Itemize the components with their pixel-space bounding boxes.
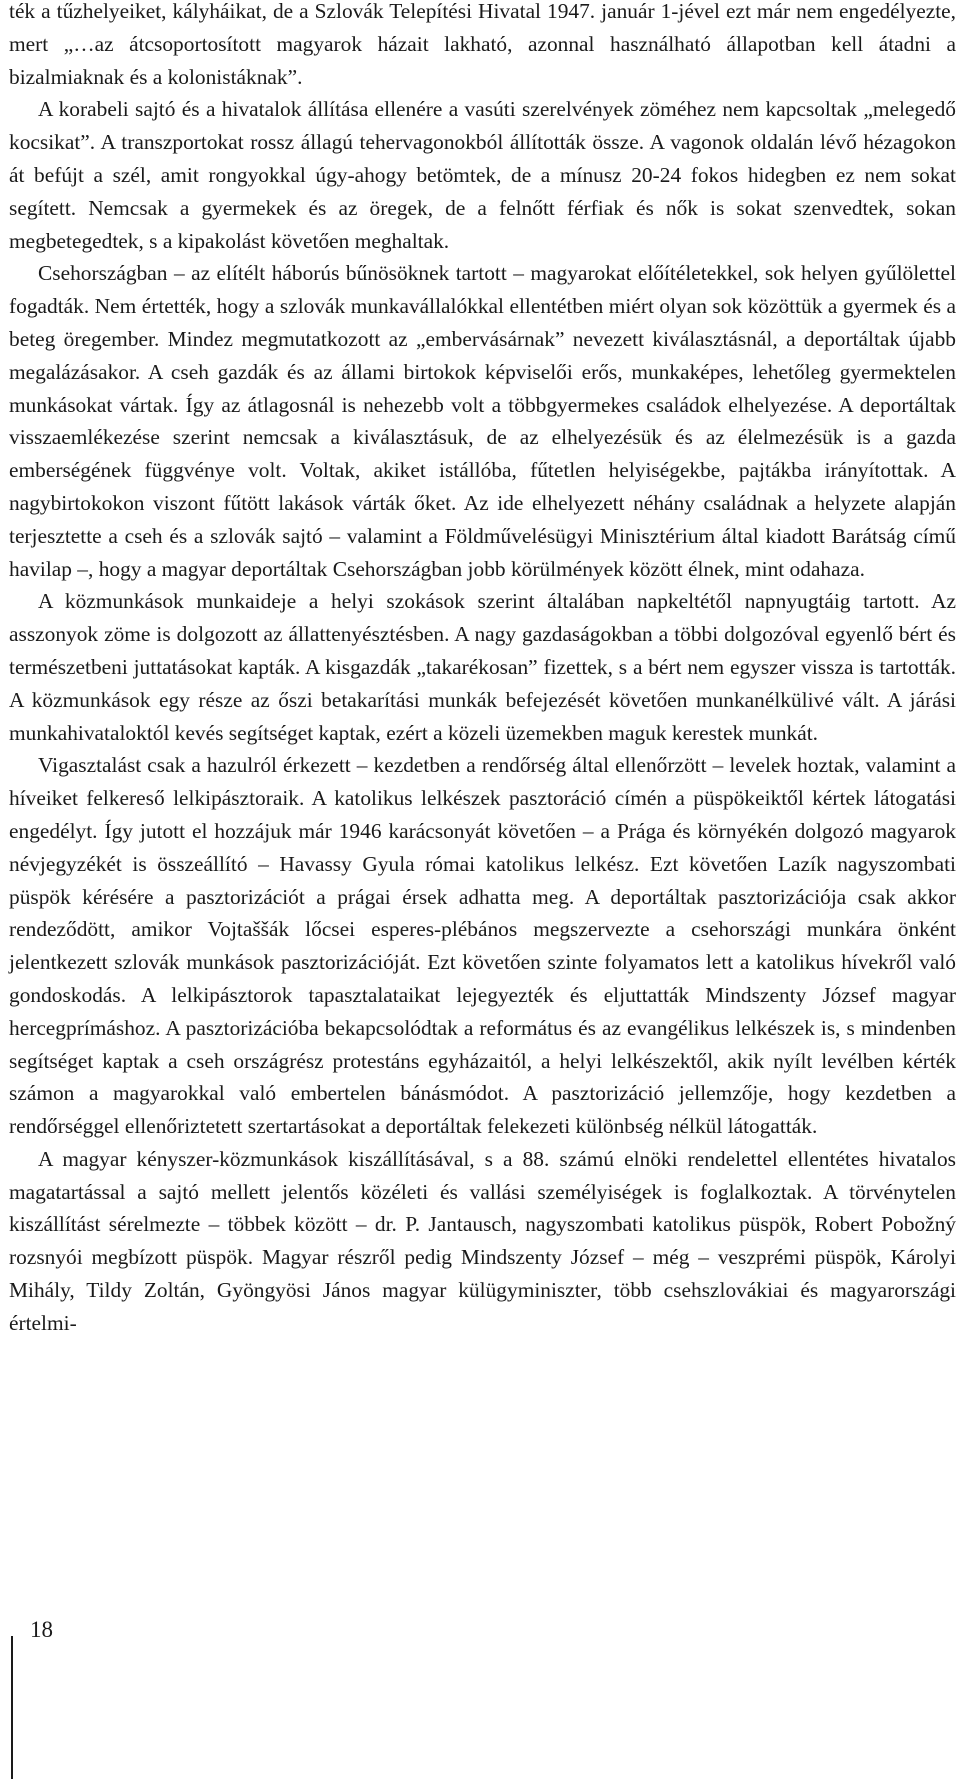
paragraph-reception-in-bohemia: Csehországban – az elítélt háborús bűnösöknek tartott – magyarokat előítéletekkel, sok helyen gyűlölettel fogadták. Nem értették, hogy a szlovák munkavállalókkal ellentétben miért olyan sok közöttük a gyermek és a beteg öregember. Mindez megmutatkozott az „embervásárnak” nevezett kiválasztásnál, a deportáltak újabb megalázásakor. A cseh gazdák és az állami birtokok képviselői erős, munkaképes, lehetőleg gyermektelen munkásokat vártak. Így az átlagosnál is nehezebb volt a többgyermekes családok elhelyezése. A deportáltak visszaemlékezése szerint nemcsak a kiválasztásuk, de az elhelyezésük és az élelmezésük is a gazda emberségének függvénye volt. Voltak, akiket istállóba, fűtetlen helyiségekbe, pajtákba irányítottak. A nagybirtokokon viszont fűtött lakások várták őket. Az ide elhelyezett néhány családnak a helyzete alapján terjesztette a cseh és a szlovák sajtó – valamint a Földművelésügyi Minisztérium által kiadott Barátság című havilap –, hogy a magyar deportáltak Csehországban jobb körülmények között élnek, mint odahaza. <box>9 261 956 581</box>
paragraph-pastoral-care: Vigasztalást csak a hazulról érkezett – kezdetben a rendőrség által ellenőrzött – levelek hoztak, valamint a híveiket felkereső lelkipásztoraik. A katolikus lelkészek pasztoráció címén a püspökeiktől kértek látogatási engedélyt. Így jutott el hozzájuk már 1946 karácsonyát követően – a Prága és környékén dolgozó magyarok névjegyzékét is összeállító – Havassy Gyula római katolikus lelkész. Ezt követően Lazík nagyszombati püspök kérésére a pasztorizációt a prágai érsek adhatta meg. A deportáltak pasztorizációja csak akkor rendeződött, amikor Vojtaššák lőcsei esperes-plébános megszervezte a csehországi munkára önként jelentkezett szlovák munkások pasztorizációját. Ezt követően szinte folyamatos lett a katolikus hívekről való gondoskodás. A lelkipásztorok tapasztalataikat lejegyezték és eljuttatták Mindszenty József magyar hercegprímáshoz. A pasztorizációba bekapcsolódtak a református és az evangélikus lelkészek is, s mindenben segítséget kaptak a cseh országrész protestáns egyházaitól, a helyi lelkészektől, akik nyílt levélben kérték számon a magyarokkal való embertelen bánásmódot. A pasztorizáció jellemzője, hogy kezdetben a rendőrséggel ellenőriztetett szertartásokat a deportáltak felekezeti különbség nélkül látogatták. <box>9 753 956 1139</box>
paragraph-continuation: ték a tűzhelyeiket, kályháikat, de a Szlovák Telepítési Hivatal 1947. január 1-jével ezt már nem engedélyezte, mert „…az átcsoportosított magyarok házait lakható, azonnal használható állapotban kell átadni a bizalmiaknak és a kolonistáknak”. <box>9 0 956 89</box>
paragraph-transport-conditions: A korabeli sajtó és a hivatalok állítása ellenére a vasúti szerelvények zöméhez nem kapcsoltak „melegedő kocsikat”. A transzportokat rossz állagú tehervagonokból állították össze. A vagonok oldalán lévő hézagokon át befújt a szél, amit rongyokkal úgy-ahogy betömtek, de a mínusz 20-24 fokos hidegben ez nem sokat segített. Nemcsak a gyermekek és az öregek, de a felnőtt férfiak és nők is sokat szenvedtek, sokan megbetegedtek, s a kipakolást követően meghaltak. <box>9 97 956 253</box>
paragraph-working-hours: A közmunkások munkaideje a helyi szokások szerint általában napkeltétől napnyugtáig tartott. Az asszonyok zöme is dolgozott az állattenyésztésben. A nagy gazdaságokban a többi dolgozóval egyenlő bért és természetbeni juttatásokat kapták. A kisgazdák „takarékosan” fizettek, s a bért nem egyszer vissza is tartották. A közmunkások egy része az őszi betakarítási munkák befejezését követően munkanélkülivé vált. A járási munkahivataloktól kevés segítséget kaptak, ezért a közeli üzemekben maguk kerestek munkát. <box>9 589 956 745</box>
document-page <box>9 0 956 1340</box>
paragraph-public-figures: A magyar kényszer-közmunkások kiszállításával, s a 88. számú elnöki rendelettel ellentétes hivatalos magatartással a sajtó mellett jelentős közéleti és vallási személyiségek is foglalkoztak. A törvénytelen kiszállítást sérelmezte – többek között – dr. P. Jantausch, nagyszombati katolikus püspök, Robert Pobožný rozsnyói megbízott püspök. Magyar részről pedig Mindszenty József – még – veszprémi püspök, Károlyi Mihály, Tildy Zoltán, Gyöngyösi János magyar külügyminiszter, több csehszlovákiai és magyarországi értelmi- <box>9 1146 956 1335</box>
page-number: 18 <box>30 1617 53 1642</box>
footer-vertical-rule <box>11 1636 13 1779</box>
